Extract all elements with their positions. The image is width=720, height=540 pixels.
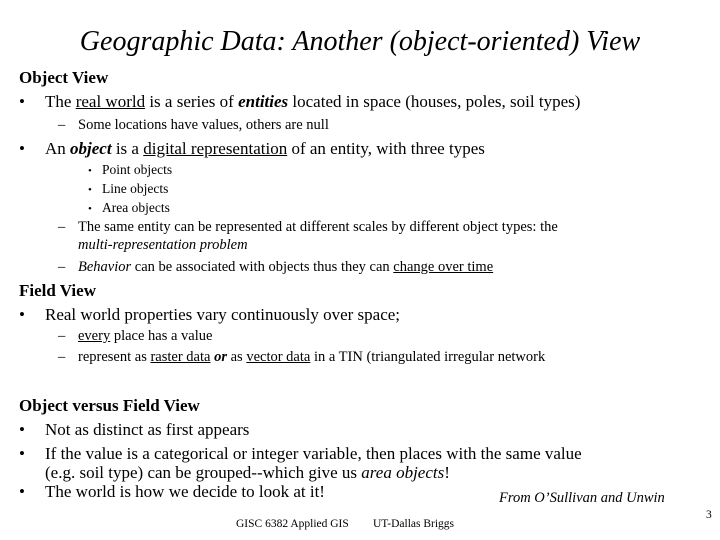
sub-bullet-multi-representation: – The same entity can be represented at different scales by different object types: the [58,219,558,235]
section-heading-object-view: Object View [19,68,109,87]
type-line-objects: • Line objects [88,181,169,196]
bullet-not-distinct: • Not as distinct as first appears [19,420,250,439]
footer-course: GISC 6382 Applied GIS [236,518,349,530]
slide-title: Geographic Data: Another (object-oriented) View [79,26,641,57]
sub-bullet-behavior: – Behavior can be associated with objects thus they can change over time [58,259,494,275]
sub-bullet-every-place: – every place has a value [58,328,213,344]
bullet-world-view: • The world is how we decide to look at it! [19,482,325,501]
footer-org: UT-Dallas Briggs [373,518,455,530]
section-heading-versus: Object versus Field View [19,396,200,415]
bullet-real-world: • The real world is a series of entities located in space (houses, poles, soil types) [19,92,581,111]
bullet-continuous-properties: • Real world properties vary continuously over space; [19,305,401,324]
sub-bullet-raster-vector: – represent as raster data or as vector data in a TIN (triangulated irregular network [58,349,546,365]
source-citation: From O’Sullivan and Unwin [499,490,665,506]
bullet-categorical-continued: (e.g. soil type) can be grouped--which give us area objects! [45,463,450,482]
type-point-objects: • Point objects [88,162,173,177]
type-area-objects: • Area objects [88,200,170,215]
sub-bullet-null-locations: – Some locations have values, others are null [58,117,329,133]
section-heading-field-view: Field View [19,281,96,300]
multi-representation-term: multi-representation problem [78,237,248,253]
bullet-object-definition: • An object is a digital representation of an entity, with three types [19,139,485,158]
page-number: 3 [706,509,712,521]
bullet-categorical: • If the value is a categorical or integer variable, then places with the same value [19,444,582,463]
